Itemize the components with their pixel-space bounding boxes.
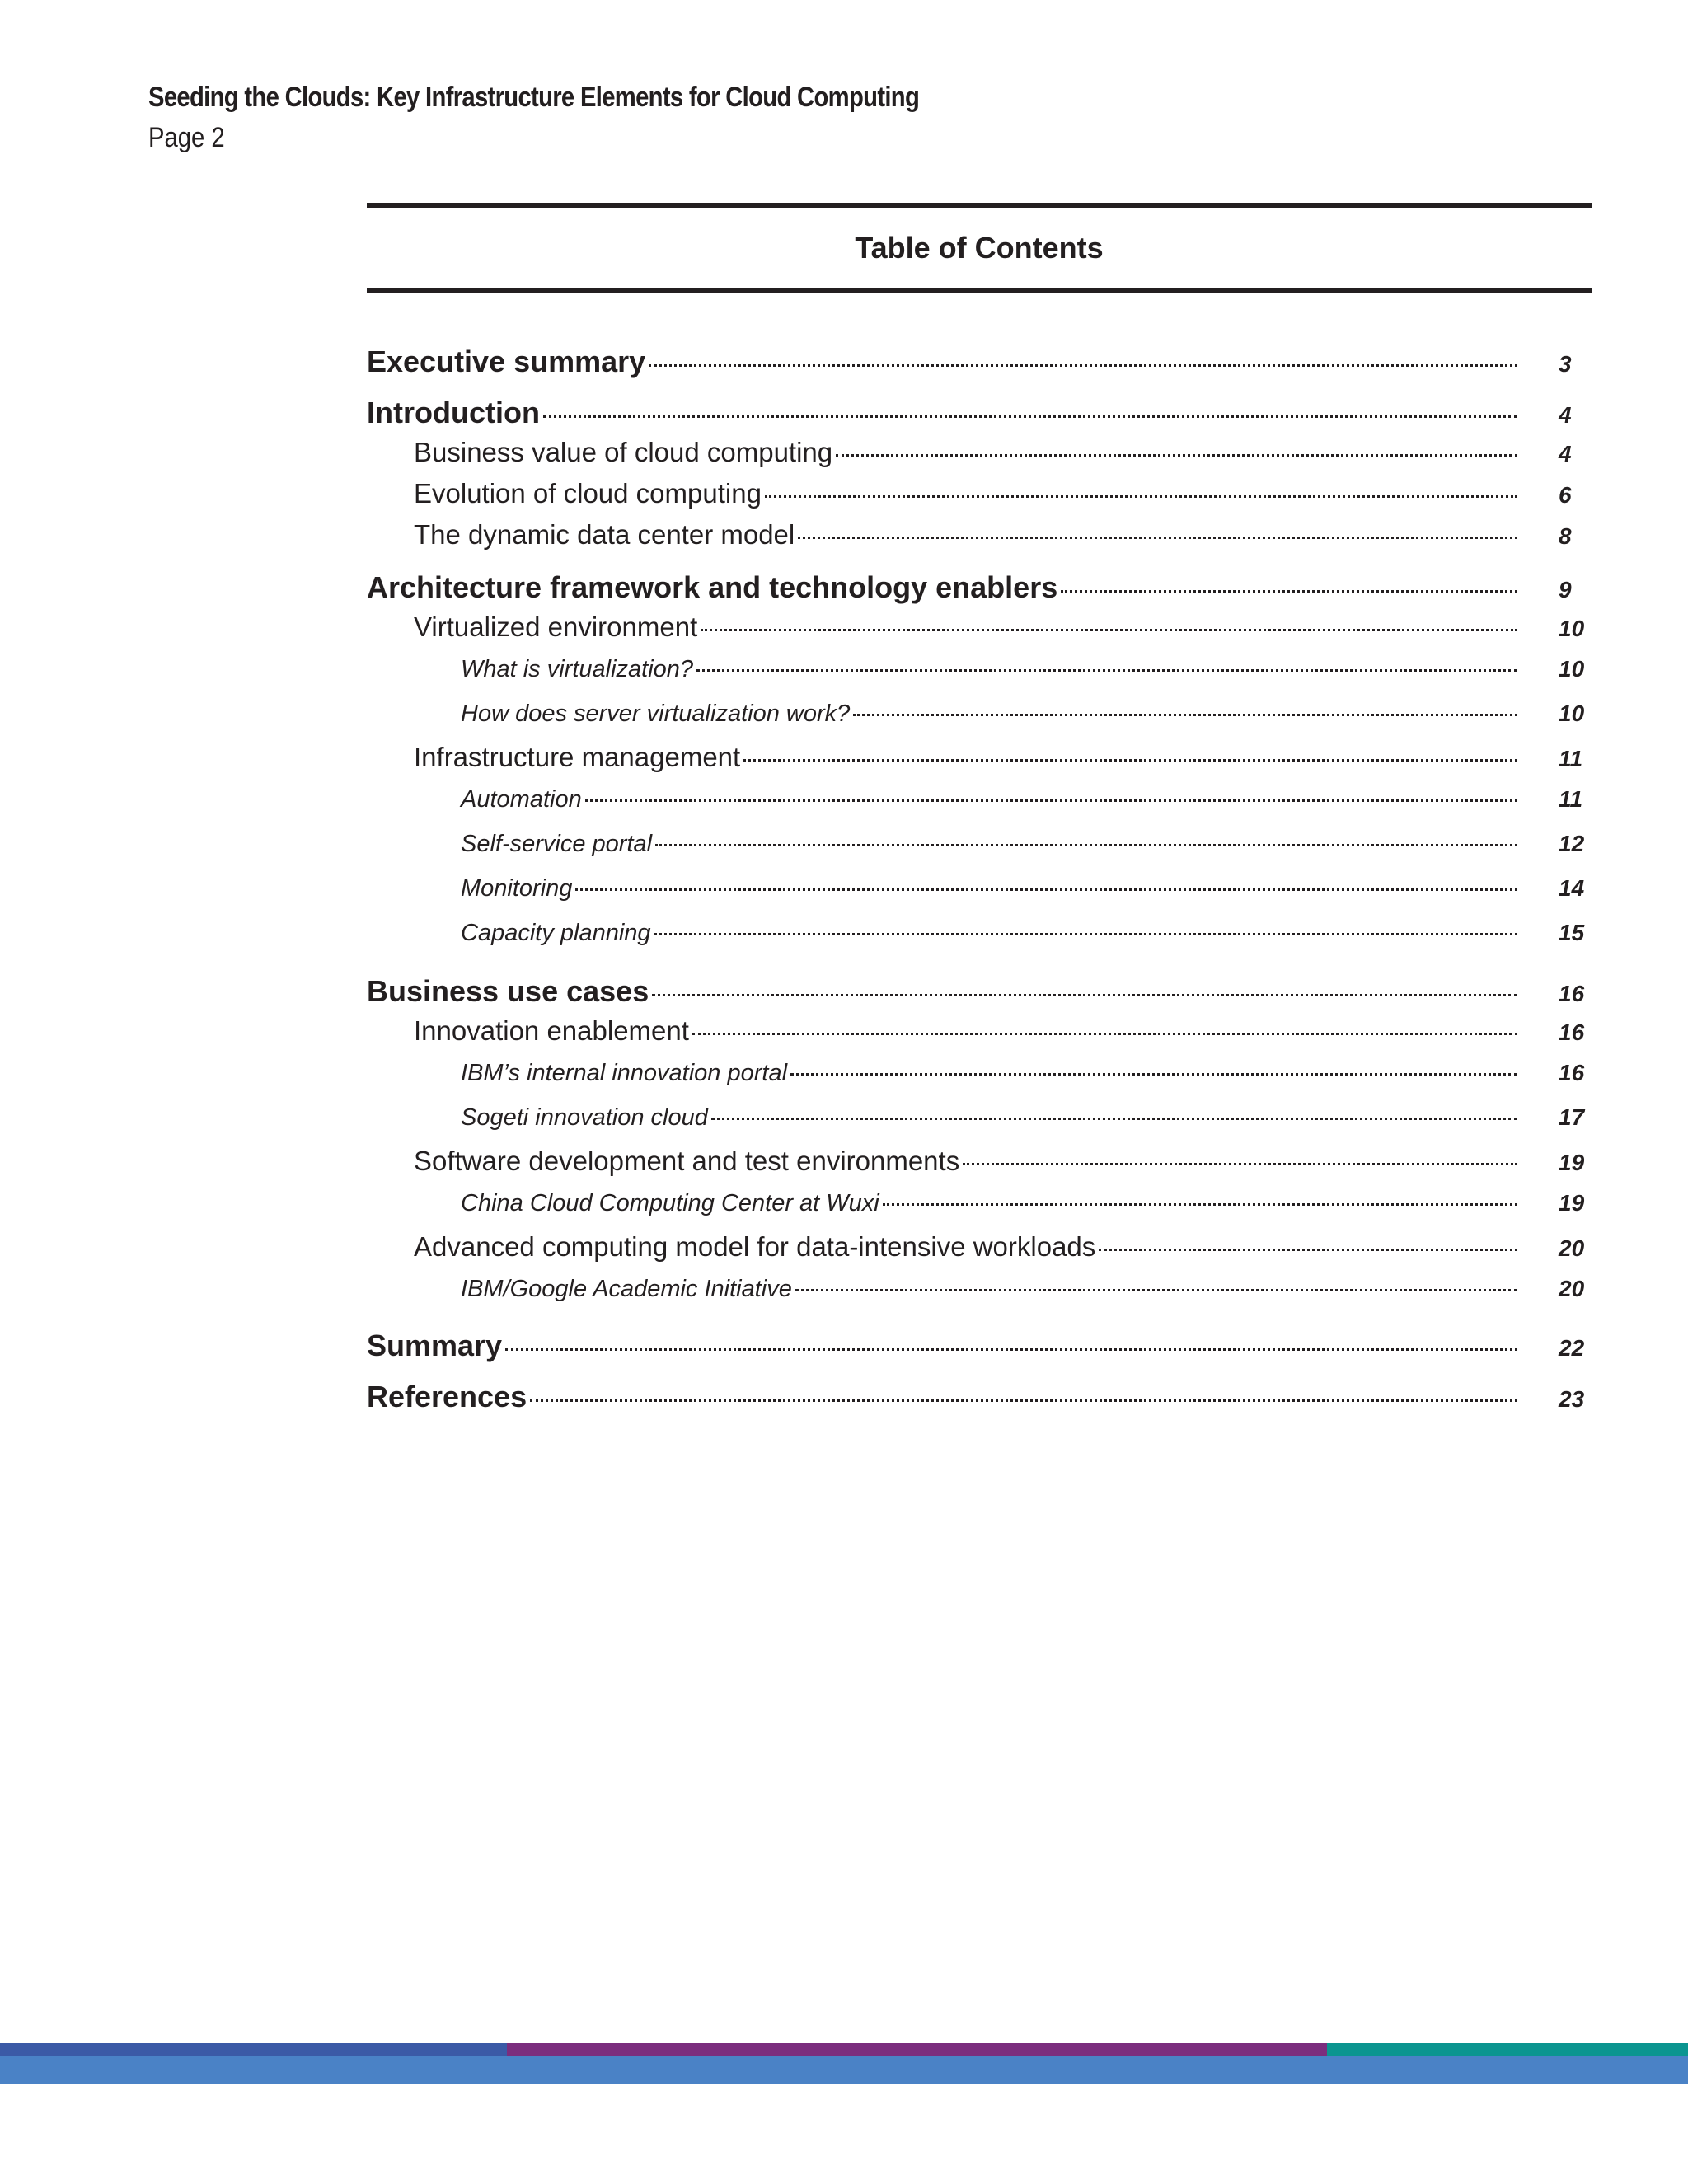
toc-list xyxy=(367,293,1592,1530)
toc-leader-dots xyxy=(1061,589,1517,593)
toc-entry[interactable] xyxy=(367,1060,1592,1087)
toc-entry[interactable] xyxy=(367,786,1592,813)
toc-entry-label: Advanced computing model for data-intensive workloads xyxy=(414,1231,1096,1262)
toc-leader-dots xyxy=(798,536,1517,539)
toc-leader-dots xyxy=(652,993,1517,996)
toc-leader-dots xyxy=(530,1399,1517,1402)
toc-heading: Table of Contents xyxy=(855,231,1104,265)
toc-entry[interactable] xyxy=(367,570,1592,605)
toc-leader-dots xyxy=(711,1117,1517,1120)
toc-entry-label: The dynamic data center model xyxy=(414,519,795,550)
toc-entry-page: 20 xyxy=(1559,1235,1585,1261)
footer-base-band xyxy=(0,2056,1688,2084)
toc-entry[interactable] xyxy=(367,478,1592,509)
toc-entry[interactable] xyxy=(367,519,1592,551)
toc-entry[interactable] xyxy=(367,1276,1592,1303)
toc-leader-dots xyxy=(505,1347,1517,1351)
footer-stripe-left xyxy=(0,2043,507,2056)
toc-entry[interactable] xyxy=(367,974,1592,1009)
toc-entry[interactable] xyxy=(367,831,1592,858)
toc-entry-label: Business value of cloud computing xyxy=(414,437,833,467)
toc-entry-label: What is virtualization? xyxy=(461,656,694,682)
toc-entry-label: References xyxy=(367,1380,528,1413)
toc-entry-label: Virtualized environment xyxy=(414,612,698,642)
toc-leader-dots xyxy=(836,453,1517,457)
toc-entry[interactable] xyxy=(367,1231,1592,1263)
toc-entry-label: China Cloud Computing Center at Wuxi xyxy=(461,1190,879,1216)
toc-entry-page: 16 xyxy=(1559,1060,1585,1085)
toc-leader-dots xyxy=(585,799,1517,802)
toc-leader-dots xyxy=(853,713,1517,716)
toc-entry[interactable] xyxy=(367,1190,1592,1217)
toc-leader-dots xyxy=(790,1072,1517,1076)
toc-leader-dots xyxy=(795,1288,1517,1291)
toc-entry-label: Self-service portal xyxy=(461,831,653,857)
toc-entry-page: 20 xyxy=(1559,1276,1585,1301)
toc-leader-dots xyxy=(883,1202,1517,1206)
footer-stripe-middle xyxy=(507,2043,1327,2056)
toc-entry[interactable] xyxy=(367,396,1592,430)
toc-entry-page: 4 xyxy=(1559,441,1572,466)
document-header xyxy=(148,76,1044,157)
toc-entry-label: Capacity planning xyxy=(461,920,651,946)
footer-stripe-right xyxy=(1327,2043,1688,2056)
toc-entry-label: Executive summary xyxy=(367,344,646,378)
toc-entry-label: Monitoring xyxy=(461,875,573,902)
toc-entry-label: Automation xyxy=(461,786,582,813)
toc-entry-page: 11 xyxy=(1559,746,1583,771)
toc-entry-page: 23 xyxy=(1559,1386,1585,1412)
toc-entry-page: 10 xyxy=(1559,701,1585,726)
toc-entry[interactable] xyxy=(367,1104,1592,1132)
toc-entry-label: IBM’s internal innovation portal xyxy=(461,1060,788,1086)
toc-entry-label: Introduction xyxy=(367,396,540,429)
toc-entry-page: 22 xyxy=(1559,1335,1585,1361)
toc-entry-page: 3 xyxy=(1559,351,1572,377)
toc-leader-dots xyxy=(743,758,1517,762)
toc-entry[interactable] xyxy=(367,701,1592,728)
toc-entry[interactable] xyxy=(367,656,1592,683)
toc-entry[interactable] xyxy=(367,742,1592,773)
toc-entry-label: Innovation enablement xyxy=(414,1015,689,1046)
toc-entry-label: IBM/Google Academic Initiative xyxy=(461,1276,792,1302)
toc-entry-page: 16 xyxy=(1559,981,1585,1006)
toc-entry[interactable] xyxy=(367,1015,1592,1047)
toc-entry[interactable] xyxy=(367,875,1592,902)
page-number: Page 2 xyxy=(148,122,225,153)
toc-entry-label: Business use cases xyxy=(367,974,649,1008)
toc-entry-label: Architecture framework and technology enablers xyxy=(367,570,1058,604)
toc-entry-page: 19 xyxy=(1559,1190,1585,1216)
toc-leader-dots xyxy=(575,888,1517,891)
toc-entry-page: 8 xyxy=(1559,523,1572,549)
toc-leader-dots xyxy=(654,932,1517,935)
toc-leader-dots xyxy=(543,415,1517,418)
toc-entry-page: 12 xyxy=(1559,831,1585,856)
footer-color-band xyxy=(0,2043,1688,2084)
toc-entry-label: Evolution of cloud computing xyxy=(414,478,762,509)
toc-entry-label: Software development and test environments xyxy=(414,1146,960,1176)
table-of-contents xyxy=(367,203,1592,1530)
toc-entry-page: 6 xyxy=(1559,482,1572,508)
toc-entry-label: Summary xyxy=(367,1329,503,1362)
toc-entry[interactable] xyxy=(367,1329,1592,1363)
toc-leader-dots xyxy=(701,628,1517,631)
toc-leader-dots xyxy=(655,843,1517,846)
toc-leader-dots xyxy=(696,668,1517,672)
toc-entry-page: 11 xyxy=(1559,786,1583,812)
toc-entry-label: Infrastructure management xyxy=(414,742,741,772)
toc-entry[interactable] xyxy=(367,920,1592,947)
toc-leader-dots xyxy=(765,494,1517,498)
toc-leader-dots xyxy=(649,363,1517,367)
toc-entry[interactable] xyxy=(367,344,1592,379)
toc-entry-page: 9 xyxy=(1559,577,1572,602)
toc-entry[interactable] xyxy=(367,612,1592,643)
toc-entry-label: How does server virtualization work? xyxy=(461,701,851,727)
toc-entry-page: 4 xyxy=(1559,402,1572,428)
toc-entry-page: 14 xyxy=(1559,875,1585,901)
toc-leader-dots xyxy=(692,1032,1517,1035)
toc-leader-dots xyxy=(1099,1248,1517,1251)
toc-entry-page: 19 xyxy=(1559,1150,1585,1175)
toc-entry[interactable] xyxy=(367,1146,1592,1177)
toc-entry-page: 15 xyxy=(1559,920,1585,945)
toc-entry[interactable] xyxy=(367,1380,1592,1414)
toc-entry-page: 17 xyxy=(1559,1104,1585,1130)
toc-entry-page: 10 xyxy=(1559,656,1585,682)
document-title: Seeding the Clouds: Key Infrastructure Elements for Cloud Computing xyxy=(148,82,920,113)
toc-entry-label: Sogeti innovation cloud xyxy=(461,1104,708,1131)
toc-entry-page: 16 xyxy=(1559,1019,1585,1045)
toc-entry[interactable] xyxy=(367,437,1592,468)
toc-entry-page: 10 xyxy=(1559,616,1585,641)
toc-leader-dots xyxy=(963,1162,1517,1165)
